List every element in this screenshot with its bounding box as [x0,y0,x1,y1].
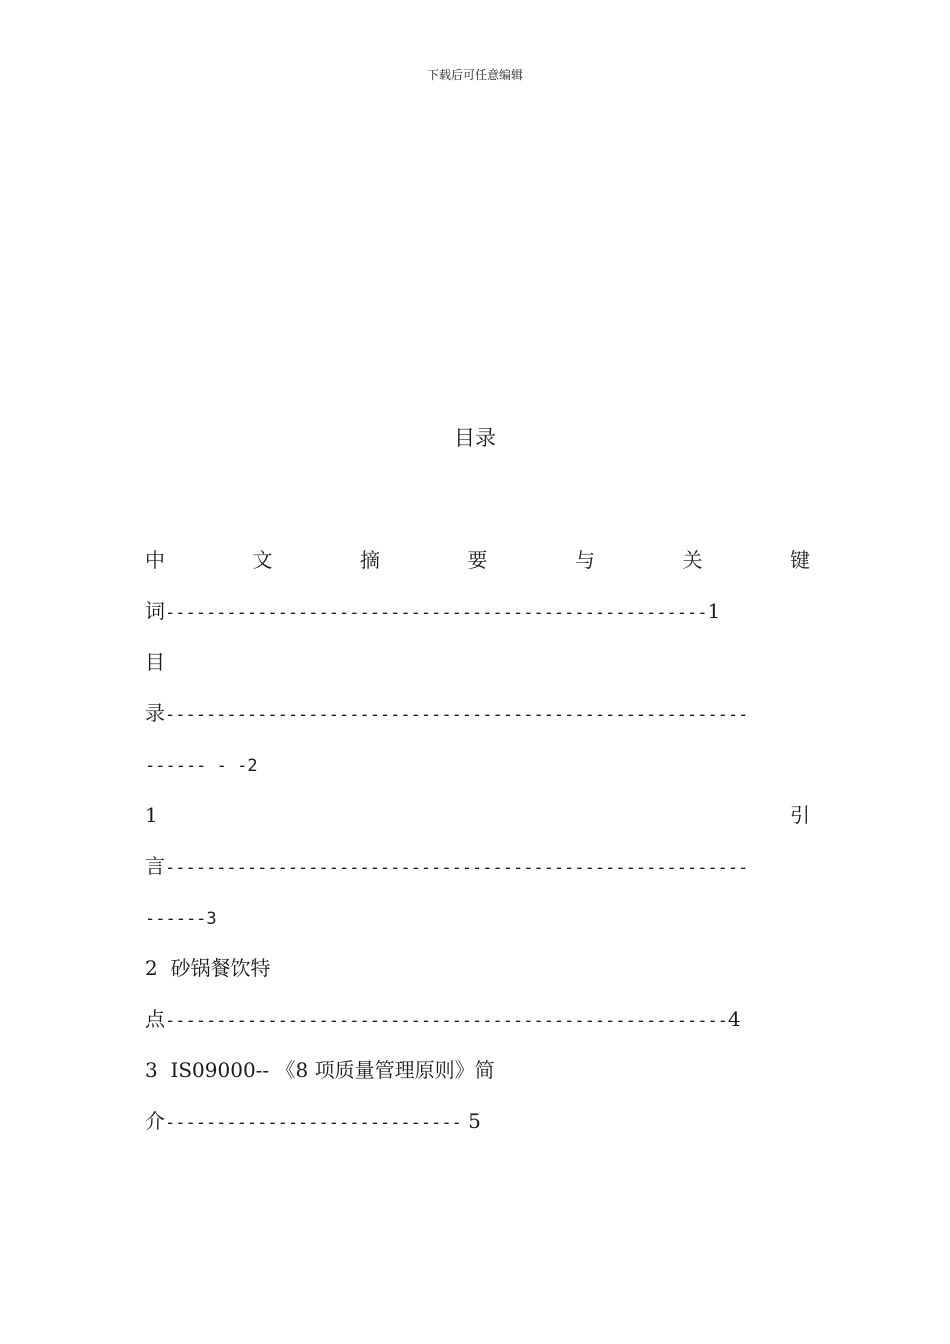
toc-entry-contents-line3 [145,749,810,779]
toc-page-number: 5 [461,1109,481,1133]
toc-char: 键 [790,548,810,572]
toc-char: 关 [682,548,703,572]
toc-char: 与 [575,548,595,572]
toc-entry-intro-line3 [145,902,810,932]
toc-entry-contents-line2 [145,698,810,728]
toc-entry-iso-line2 [145,1106,810,1136]
toc-leader-dashes: ------------------------------------------------------- [165,1011,728,1031]
toc-section-number: 1 [145,803,158,827]
toc-leader-with-page: ------3 [145,909,217,929]
toc-char: 文 [252,548,273,572]
toc-page-number: 4 [727,1007,741,1031]
toc-heading-text: 3 IS09000-- 《8 项质量管理原则》简 [145,1058,495,1082]
toc-char: 要 [467,548,488,572]
toc-heading-text: 2 砂锅餐饮特 [145,956,271,980]
toc-entry-abstract-line1 [145,545,810,575]
toc-leader-dashes: ----------------------------------------------------- [165,603,708,623]
toc-leader-dashes: --------------------------------------------------------- [165,705,749,725]
toc-leader-dashes: ----------------------------- [165,1113,462,1133]
toc-entry-intro-line1 [145,800,810,830]
toc-entry-features-line1 [145,953,810,983]
toc-lead: 录 [145,701,165,725]
toc-leader-dashes: --------------------------------------------------------- [165,858,749,878]
toc-lead: 言 [145,854,165,878]
toc-lead: 点 [145,1007,165,1031]
header-note: 下载后可任意编辑 [426,68,523,82]
toc-char: 引 [790,803,810,827]
toc-leader-with-page: ------ - -2 [145,756,258,776]
toc-lead: 词 [145,599,165,623]
toc-lead: 目 [145,650,165,674]
toc-page-number: 1 [707,599,721,623]
toc-entry-abstract-line2 [145,596,810,626]
toc-lead: 介 [145,1109,165,1133]
toc-char: 中 [145,548,165,572]
toc-entry-contents-line1 [145,647,810,677]
toc-entry-iso-line1 [145,1055,810,1085]
toc-entry-intro-line2 [145,851,810,881]
toc-entry-features-line2 [145,1004,810,1034]
page-title: 目录 [454,426,496,450]
toc-char: 摘 [360,548,380,572]
